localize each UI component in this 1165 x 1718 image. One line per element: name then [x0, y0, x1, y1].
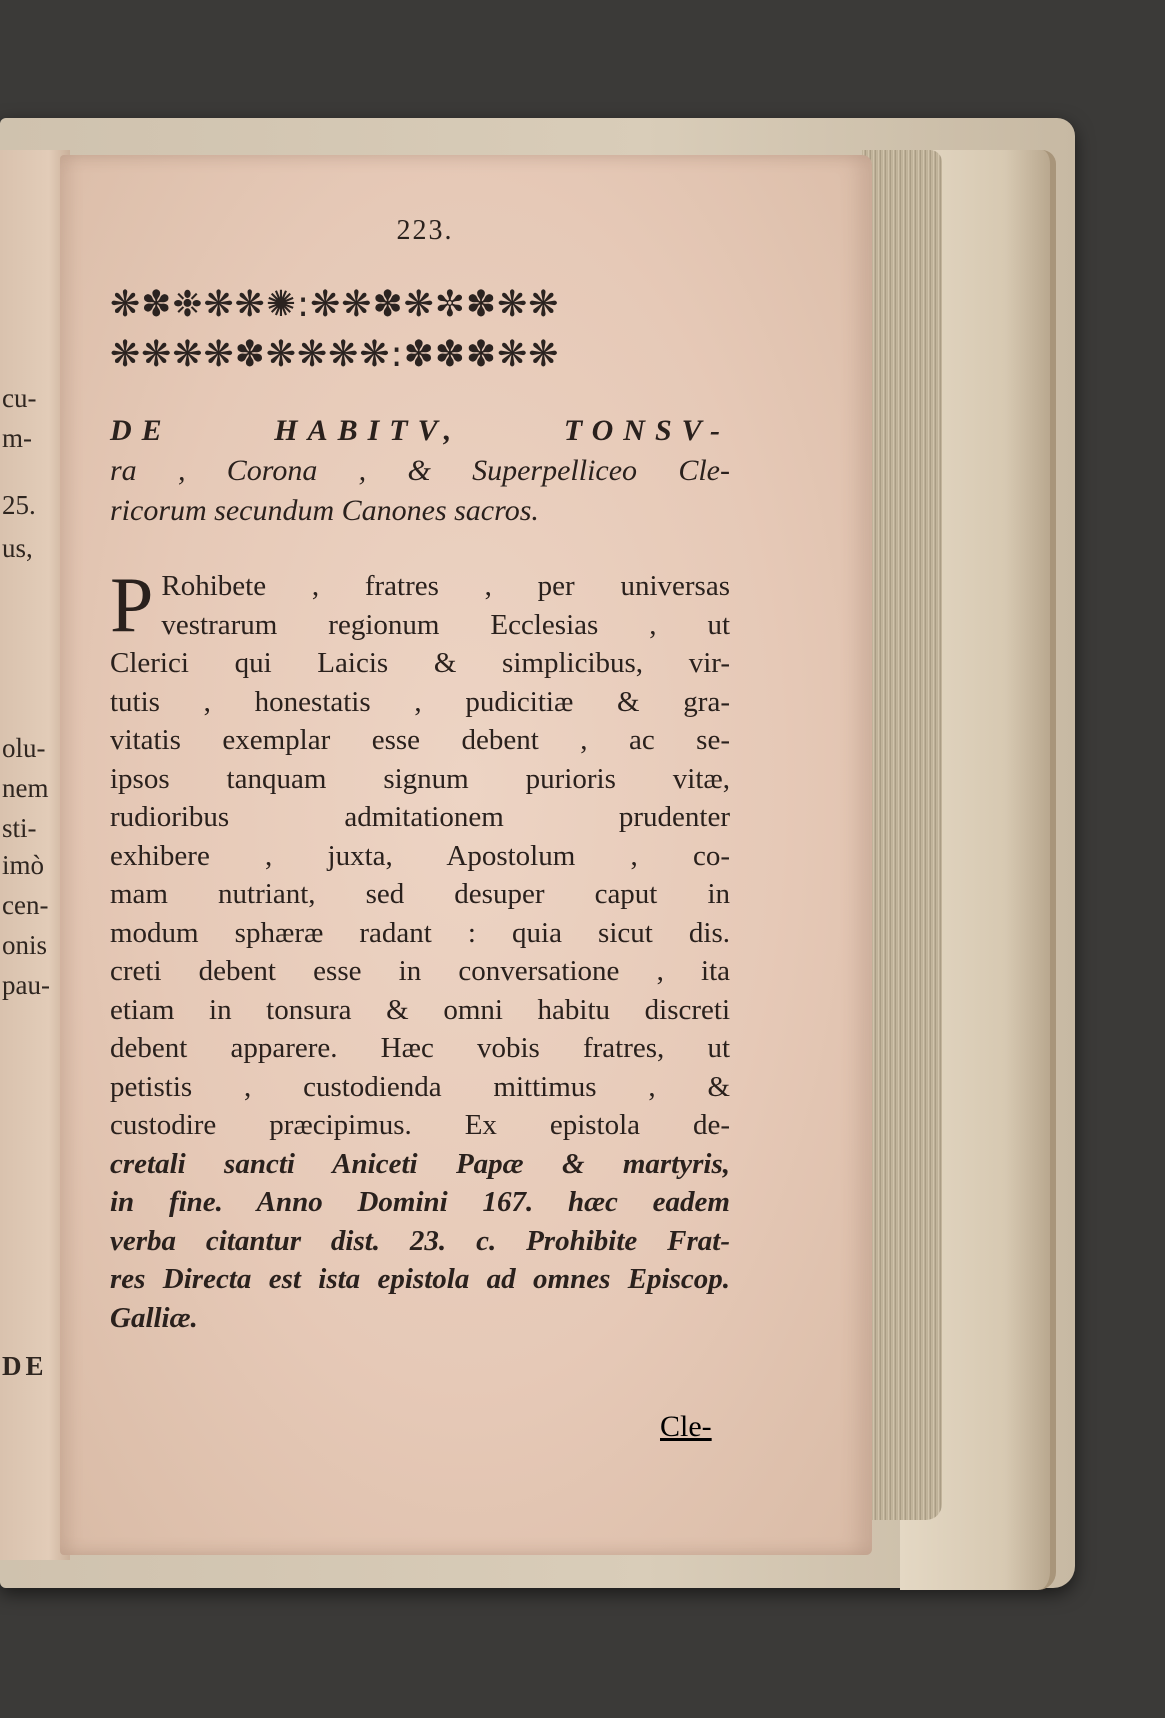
text-line: cretali sancti Aniceti Papæ & martyris,	[110, 1147, 730, 1180]
text-line: petistis , custodienda mittimus , &	[110, 1070, 730, 1103]
left-fragment: DE	[2, 1351, 48, 1381]
heading-line: DE HABITV, TONSV-	[110, 414, 730, 447]
drop-cap: P	[110, 561, 154, 648]
text-block	[110, 215, 730, 1337]
left-fragment: onis	[2, 930, 48, 960]
ornament-row: ❋❋❋❋✽❋❋❋❋:✽✽✽❋❋	[110, 337, 560, 373]
ornament-row: ❋✽❉❋❋✺:❋❋✽❋✼✽❋❋	[110, 287, 560, 323]
heading-line: ricorum secundum Canones sacros.	[110, 494, 539, 527]
text-line: vitatis exemplar esse debent , ac se-	[110, 724, 730, 756]
heading-line: ra , Corona , & Superpelliceo Cle-	[110, 454, 730, 487]
left-fragment: m-	[2, 423, 32, 453]
left-fragment: sti-	[2, 813, 37, 843]
text-line: tutis , honestatis , pudicitiæ & gra-	[110, 685, 730, 718]
text-line: Rohibete , fratres , per universas	[161, 570, 730, 602]
text-line: rudioribus admitationem prudenter	[110, 801, 730, 833]
text-line: creti debent esse in conversatione , ita	[110, 955, 730, 987]
left-fragment: imò	[2, 850, 45, 880]
left-fragment: pau-	[2, 970, 50, 1000]
left-fragment: cu-	[2, 383, 37, 413]
text-line: in fine. Anno Domini 167. hæc eadem	[110, 1186, 730, 1218]
left-fragment: 25.	[2, 490, 36, 520]
text-line: mam nutriant, sed desuper caput in	[110, 878, 730, 910]
text-line: ipsos tanquam signum purioris vitæ,	[110, 762, 730, 795]
text-line: verba citantur dist. 23. c. Prohibite Frat-	[110, 1224, 730, 1257]
catchword: Cle-	[660, 1410, 712, 1443]
page-edges	[862, 150, 942, 1520]
page-number: 223.	[396, 215, 454, 246]
left-fragment: cen-	[2, 890, 49, 920]
left-fragment: us,	[2, 533, 33, 563]
text-line: vestrarum regionum Ecclesias , ut	[161, 608, 730, 641]
text-line: modum sphæræ radant : quia sicut dis.	[110, 916, 730, 949]
left-fragment: nem	[2, 773, 49, 803]
chapter-heading	[110, 411, 730, 531]
right-page	[60, 155, 872, 1555]
text-line: custodire præcipimus. Ex epistola de-	[110, 1109, 730, 1141]
text-line: res Directa est ista epistola ad omnes Episcop.	[110, 1263, 730, 1295]
text-line: exhibere , juxta, Apostolum , co-	[110, 839, 730, 872]
text-line: Clerici qui Laicis & simplicibus, vir-	[110, 647, 730, 679]
text-line: debent apparere. Hæc vobis fratres, ut	[110, 1032, 730, 1064]
text-line: Galliæ.	[110, 1301, 198, 1334]
text-line: etiam in tonsura & omni habitu discreti	[110, 993, 730, 1026]
left-fragment: olu-	[2, 733, 46, 763]
body-text	[110, 561, 730, 1337]
